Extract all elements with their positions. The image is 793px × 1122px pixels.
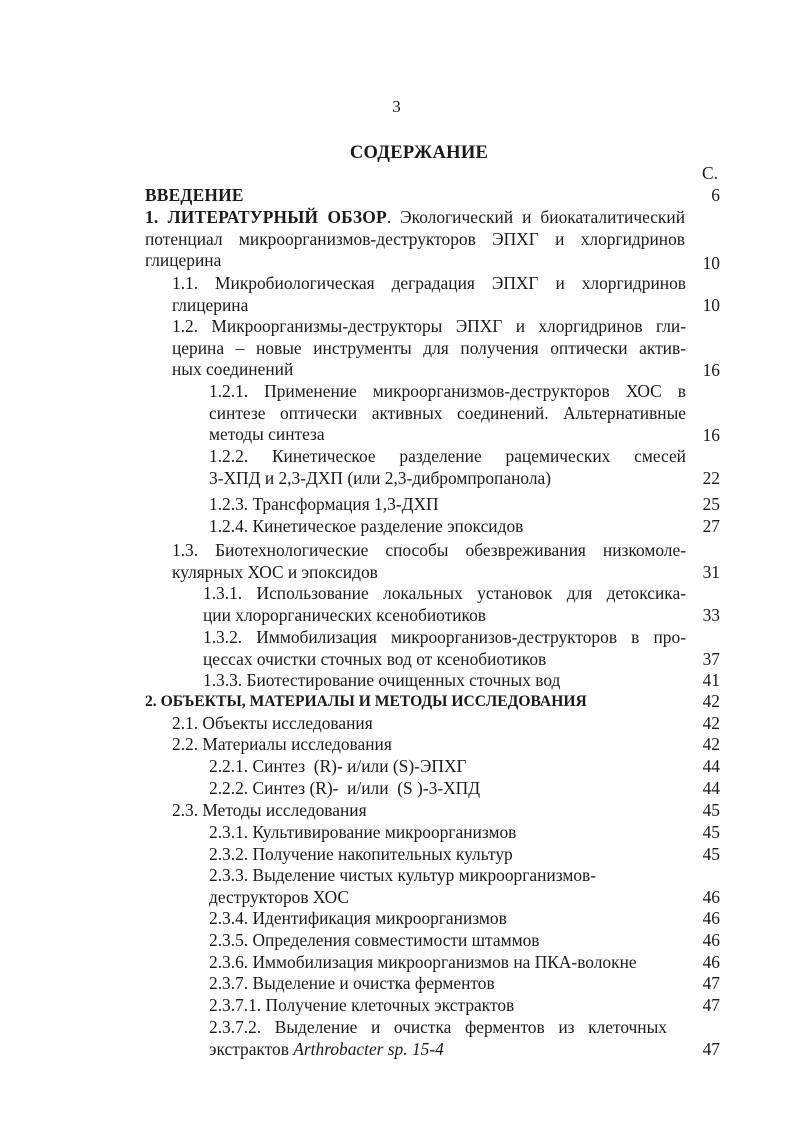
entry-page: 44 [702,756,720,776]
entry-text: 1.2.3. Трансформация 1,3-ДХП [209,494,439,514]
entry-text: ции хлорорганических ксенобиотиков [203,604,486,625]
entry-text: ных соединений [172,359,294,380]
entry-text: 1.2.2. Кинетическое разделение рацемических смесей [209,446,686,466]
entry-text: ВВЕДЕНИЕ [145,185,244,205]
entry-text: 2.3.7. Выделение и очистка ферментов [209,973,495,993]
entry-page: 10 [702,253,720,273]
entry-text: 2.3.5. Определения совместимости штаммов [209,930,540,950]
entry-page: 47 [702,995,720,1015]
entry-text: 1.3.2. Иммобилизация микроорганизов-деструкторов в про- [203,627,686,647]
entry-page: 42 [702,734,720,754]
entry-text: 1.3.3. Биотестирование очищенных сточных вод [203,670,561,690]
entry-text: 2.2. Материалы исследования [172,734,392,754]
entry-page: 44 [702,778,720,798]
entry-page: 27 [702,516,720,536]
entry-text: . Экологический и биокаталитический [386,207,685,227]
entry-text: 2.3.3. Выделение чистых культур микроорганизмов- [209,865,597,885]
entry-page: 46 [702,887,720,907]
entry-text: 1.1. Микробиологическая деградация ЭПХГ и хлоргидринов [172,273,686,293]
entry-page: 47 [702,973,720,993]
entry-page: 6 [711,185,720,205]
entry-lead: 1. ЛИТЕРАТУРНЫЙ ОБЗОР [145,207,387,227]
toc-title: СОДЕРЖАНИЕ [349,143,489,163]
entry-text: 2.3.7.1. Получение клеточных экстрактов [209,995,515,1015]
entry-page: 10 [702,295,720,315]
entry-text: церина – новые инструменты для получения оптически актив- [172,337,686,358]
entry-text: 2. ОБЪЕКТЫ, МАТЕРИАЛЫ И МЕТОДЫ ИССЛЕДОВАНИЯ [145,693,587,710]
entry-text: 2.2.2. Синтез (R)- и/или (S )-3-ХПД [209,778,481,798]
entry-text: деструкторов ХОС [209,886,349,907]
entry-text: экстрактов [209,1038,294,1059]
entry-text: 2.3.4. Идентификация микроорганизмов [209,908,507,928]
entry-page: 16 [702,425,720,445]
entry-text: 3-ХПД и 2,3-ДХП (или 2,3-дибромпропанола) [209,467,552,488]
entry-page: 45 [702,800,720,820]
entry-text: 2.2.1. Синтез (R)- и/или (S)-ЭПХГ [209,756,467,776]
entry-text: синтезе оптически активных соединений. Альтернативные [209,402,686,423]
entry-text: 1.2.1. Применение микроорганизмов-деструкторов ХОС в [209,381,686,401]
entry-page: 42 [702,691,720,711]
entry-page: 45 [702,822,720,842]
entry-page: 46 [702,930,720,950]
entry-text: 2.3.2. Получение накопительных культур [209,844,513,864]
entry-text: глицерина [145,250,222,271]
entry-text: глицерина [172,294,249,315]
entry-page: 33 [702,605,720,625]
page-number: 3 [392,97,401,116]
entry-page: 46 [702,952,720,972]
entry-page: 42 [702,713,720,733]
entry-text: 1.3. Биотехнологические способы обезвреживания низкомоле- [172,540,686,560]
entry-text: 1.2. Микроорганизмы-деструкторы ЭПХГ и хлоргидринов гли- [172,316,686,336]
entry-page: 25 [702,494,720,514]
entry-page: 46 [702,908,720,928]
page-column-label: С. [702,163,718,183]
entry-page: 16 [702,360,720,380]
entry-text: 2.3.6. Иммобилизация микроорганизмов на ПКА-волокне [209,952,637,972]
entry-page: 47 [702,1039,720,1059]
entry-text: цессах очистки сточных вод от ксенобиотиков [203,648,547,669]
entry-page: 45 [702,844,720,864]
entry-text: потенциал микроорганизмов-деструкторов ЭПХГ и хлоргидринов [145,228,685,249]
entry-text: 1.2.4. Кинетическое разделение эпоксидов [209,516,524,536]
entry-text: 2.3.1. Культивирование микроорганизмов [209,822,517,842]
entry-text: методы синтеза [209,424,325,445]
entry-italic-organism: Arthrobacter sp. 15-4 [293,1038,444,1059]
entry-text: 1.3.1. Использование локальных установок для детоксика- [203,583,686,603]
entry-page: 41 [702,670,720,690]
entry-text: кулярных ХОС и эпоксидов [172,561,378,582]
entry-page: 22 [702,468,720,488]
entry-text: 2.3. Методы исследования [172,800,367,820]
entry-page: 37 [702,649,720,669]
entry-text: 2.3.7.2. Выделение и очистка ферментов из клеточных [209,1017,667,1037]
entry-text: 2.1. Объекты исследования [172,713,373,733]
entry-page: 31 [702,562,720,582]
